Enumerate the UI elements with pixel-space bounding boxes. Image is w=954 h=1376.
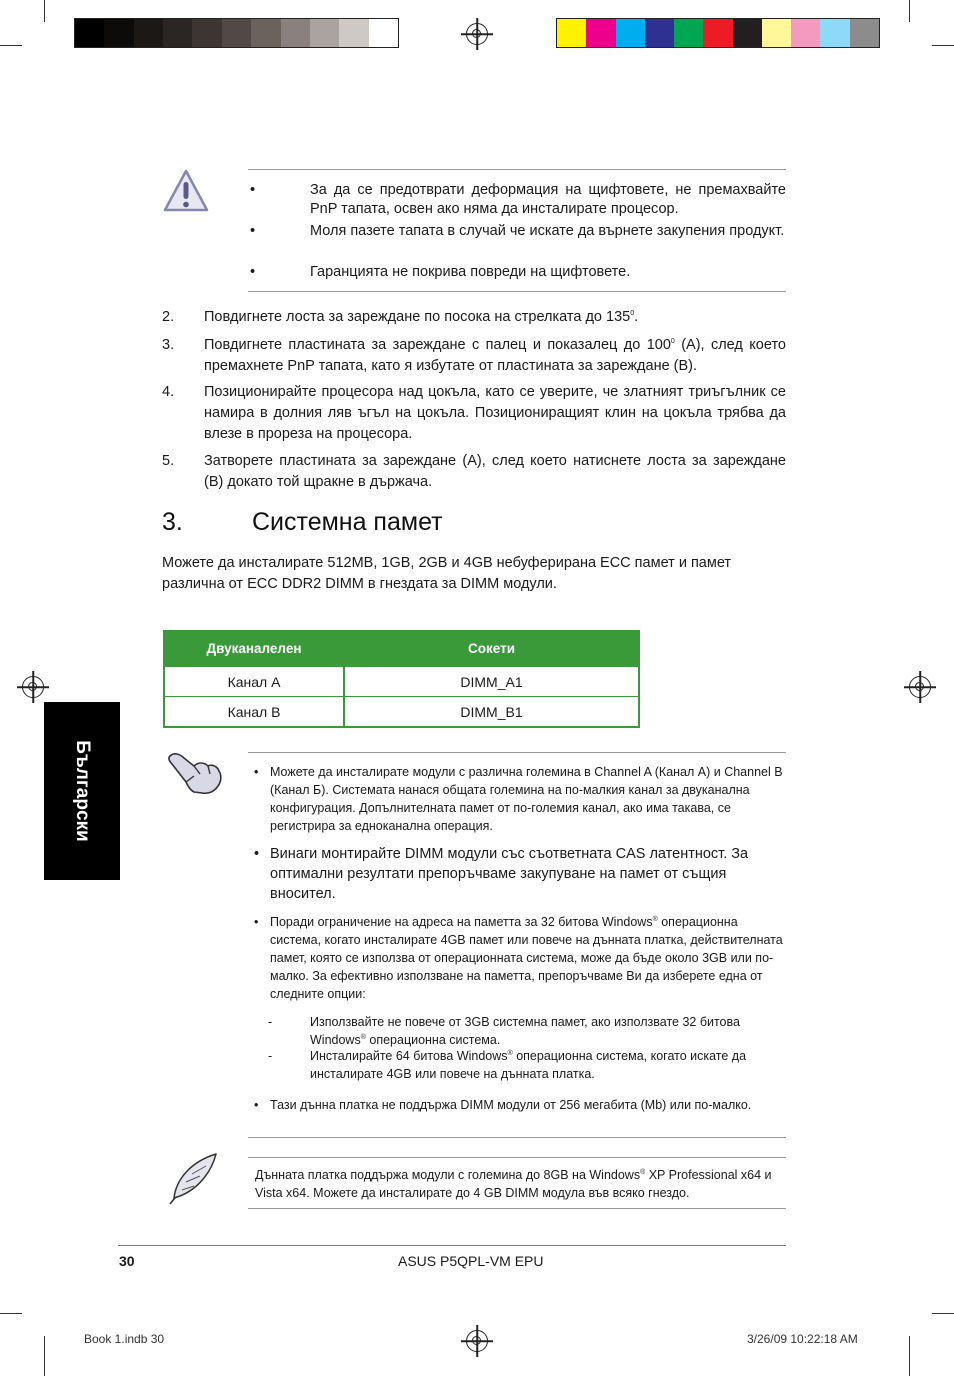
divider	[248, 1157, 786, 1158]
step-item: 2. Повдигнете лоста за зареждане по посока на стрелката до $135^0$.	[162, 309, 639, 325]
registration-mark-icon	[909, 676, 931, 698]
intro-paragraph: Можете да инсталирате 512MB, 1GB, 2GB и 4GB небуферирана ECC памет и памет различна от ECC DDR2 DIMM в гнездата за DIMM модули.	[162, 555, 732, 592]
color-swatch	[645, 19, 674, 47]
caution-icon	[162, 168, 210, 214]
crop-mark	[932, 1313, 954, 1314]
note-subitem: - Използвайте не повече от 3GB системна памет, ако използвате 32 битова Windows® операционна система.	[268, 1015, 740, 1047]
crop-mark	[909, 0, 910, 22]
caution-item: • За да се предотврати деформация на щифтовете, не премахвайте PnP тапата, освен ако няма да инсталирате процесор.	[250, 182, 786, 217]
color-swatch	[703, 19, 732, 47]
color-swatch	[339, 19, 368, 47]
crop-mark	[0, 45, 22, 46]
color-swatch	[820, 19, 849, 47]
divider	[248, 752, 786, 753]
color-swatch	[674, 19, 703, 47]
color-swatch	[791, 19, 820, 47]
step-item: 3. Повдигнете пластината за зареждане с палец и показалец до $100^0$ (A), след което премахнете PnP тапата, като я избутате от пластината за зареждане (B).	[162, 337, 786, 374]
table-cell: Канал A	[164, 666, 344, 697]
process-color-bar	[556, 18, 880, 48]
note-item: • Тази дънна платка не поддържа DIMM модули от 256 мегабита (Mb) или по-малко.	[254, 1098, 752, 1112]
note-subitem: - Инсталирайте 64 битова Windows® операционна система, когато искате да инсталирате 4GB или повече на дънната платка.	[268, 1049, 747, 1081]
crop-mark	[44, 0, 45, 22]
color-swatch	[192, 19, 221, 47]
crop-mark	[44, 1336, 45, 1376]
page-number: 30	[119, 1253, 135, 1269]
table-header: Сокети	[344, 631, 639, 666]
color-swatch	[75, 19, 104, 47]
dimm-channel-table	[163, 630, 640, 728]
feather-note-icon	[164, 1150, 222, 1208]
divider	[248, 1208, 786, 1209]
grayscale-color-bar	[74, 18, 399, 48]
caution-item: • Моля пазете тапата в случай че искате да върнете закупения продукт.	[250, 223, 785, 239]
feather-note-text: Дънната платка поддържа модули с големина до 8GB на Windows® XP Professional x64 и Vista x64. Можете да инсталирате до 4 GB DIMM модула във всяко гнездо.	[255, 1168, 772, 1200]
color-swatch	[850, 19, 879, 47]
color-swatch	[310, 19, 339, 47]
registration-mark-icon	[466, 1330, 488, 1352]
table-row	[164, 666, 639, 697]
note-item: • Поради ограничение на адреса на паметта за 32 битова Windows® операционна система, когато инсталирате 4GB памет или повече на дънната платка, действителната памет, която се използва от операционната система, може да бъде около 3GB или по-малко. За ефективно използване на паметта, препоръчваме Ви да изберете една от следните опции:	[254, 915, 783, 1001]
color-swatch	[104, 19, 133, 47]
product-name: ASUS P5QPL-VM EPU	[398, 1253, 544, 1269]
registration-mark-icon	[466, 23, 488, 45]
step-item: 5. Затворете пластината за зареждане (A), след което натиснете лоста за зареждане (B) докато той щракне в държача.	[162, 453, 786, 490]
note-item: • Винаги монтирайте DIMM модули със съответната CAS латентност. За оптимални резултати препоръчваме закупуване на памет от същия вносител.	[254, 846, 749, 902]
color-swatch	[369, 19, 398, 47]
step-item: 4. Позиционирайте процесора над цокъла, като се уверите, че златният триъгълник се намира в долния ляв ъгъл на цокъла. Позициониращият клин на цокъла трябва да влезе в прореза на процесора.	[162, 384, 786, 442]
note-item: • Можете да инсталирате модули с различна големина в Channel A (Канал A) и Channel B (Канал Б). Системата нанася общата големина на по-малкия канал за двуканална конфигурация. Допълнителната памет от по-големия канал, ако има такава, се регистрира за едноканална операция.	[254, 765, 783, 833]
color-swatch	[163, 19, 192, 47]
divider	[248, 1137, 786, 1138]
table-cell: DIMM_B1	[344, 697, 639, 728]
color-swatch	[733, 19, 762, 47]
language-side-tab: Български	[44, 702, 120, 880]
caution-item: • Гаранцията не покрива повреди на щифтовете.	[250, 264, 631, 280]
table-header: Двуканалелен	[164, 631, 344, 666]
footer-rule	[118, 1245, 786, 1246]
color-swatch	[281, 19, 310, 47]
print-slug-file: Book 1.indb 30	[84, 1332, 165, 1346]
color-swatch	[586, 19, 615, 47]
hand-note-icon	[164, 746, 226, 798]
color-swatch	[251, 19, 280, 47]
table-cell: Канал B	[164, 697, 344, 728]
color-swatch	[134, 19, 163, 47]
color-swatch	[616, 19, 645, 47]
table-cell: DIMM_A1	[344, 666, 639, 697]
registration-mark-icon	[22, 676, 44, 698]
table-row	[164, 697, 639, 728]
print-slug-date: 3/26/09 10:22:18 AM	[747, 1332, 858, 1346]
crop-mark	[909, 1336, 910, 1376]
color-swatch	[557, 19, 586, 47]
divider	[248, 291, 786, 292]
color-swatch	[762, 19, 791, 47]
crop-mark	[932, 45, 954, 46]
color-swatch	[222, 19, 251, 47]
divider	[248, 169, 786, 170]
crop-mark	[0, 1313, 22, 1314]
